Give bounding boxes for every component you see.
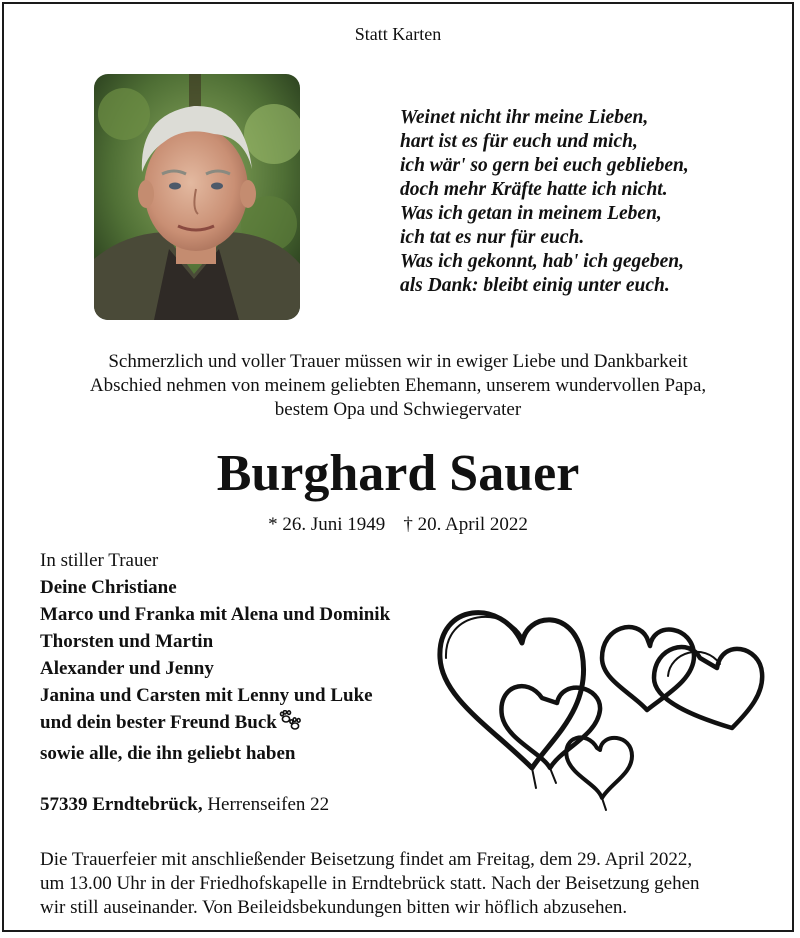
intro-line: Abschied nehmen von meinem geliebten Ehemann, unserem wundervollen Papa, [89,375,707,396]
mourners-list [40,547,390,767]
header-statt-karten: Statt Karten [354,24,442,44]
address-city: 57339 Erndtebrück, [40,794,203,815]
mourners-intro: In stiller Trauer [40,550,159,571]
notice-line: Die Trauerfeier mit anschließender Beisetzung findet am Freitag, dem 29. April 2022, [40,849,693,870]
obituary-card [2,2,794,932]
poem-line: hart ist es für euch und mich, [400,131,638,152]
notice-line: um 13.00 Uhr in der Friedhofskapelle in Erndtebrück statt. Nach der Beisetzung gehen [40,873,700,894]
poem-line: Was ich getan in meinem Leben, [400,203,662,224]
mourner-line: Alexander und Jenny [40,658,214,679]
portrait-photo [94,74,300,320]
poem-line: ich wär' so gern bei euch geblieben, [400,155,689,176]
mourner-line: Thorsten und Martin [40,631,214,652]
intro-line: bestem Opa und Schwiegervater [274,399,522,420]
hearts-drawing [432,598,772,814]
poem-line: ich tat es nur für euch. [400,227,585,248]
deceased-name: Burghard Sauer [216,445,580,502]
poem-line: als Dank: bleibt einig unter euch. [400,275,670,296]
mourner-line: und dein bester Freund Buck [40,712,277,733]
mourner-line: Marco und Franka mit Alena und Dominik [40,604,391,625]
mourner-line-buck [40,709,390,740]
poem-line: Weinet nicht ihr meine Lieben, [400,107,649,128]
life-dates [4,514,792,536]
death-date: † 20. April 2022 [403,514,528,535]
mourner-line: Deine Christiane [40,577,177,598]
paw-print-icon [279,710,303,740]
poem-line: Was ich gekonnt, hab' ich gegeben, [400,251,685,272]
mourner-line: sowie alle, die ihn geliebt haben [40,743,296,764]
notice-line: wir still auseinander. Von Beileidsbekundungen bitten wir höflich abzusehen. [40,897,628,918]
address [40,794,329,816]
intro-line: Schmerzlich und voller Trauer müssen wir in ewiger Liebe und Dankbarkeit [108,351,688,372]
intro-text [4,350,792,422]
funeral-notice [40,848,760,920]
poem-line: doch mehr Kräfte hatte ich nicht. [400,179,668,200]
address-street: Herrenseifen 22 [207,794,330,815]
mourner-line: Janina und Carsten mit Lenny und Luke [40,685,373,706]
birth-date: * 26. Juni 1949 [268,514,386,535]
poem [400,106,689,298]
